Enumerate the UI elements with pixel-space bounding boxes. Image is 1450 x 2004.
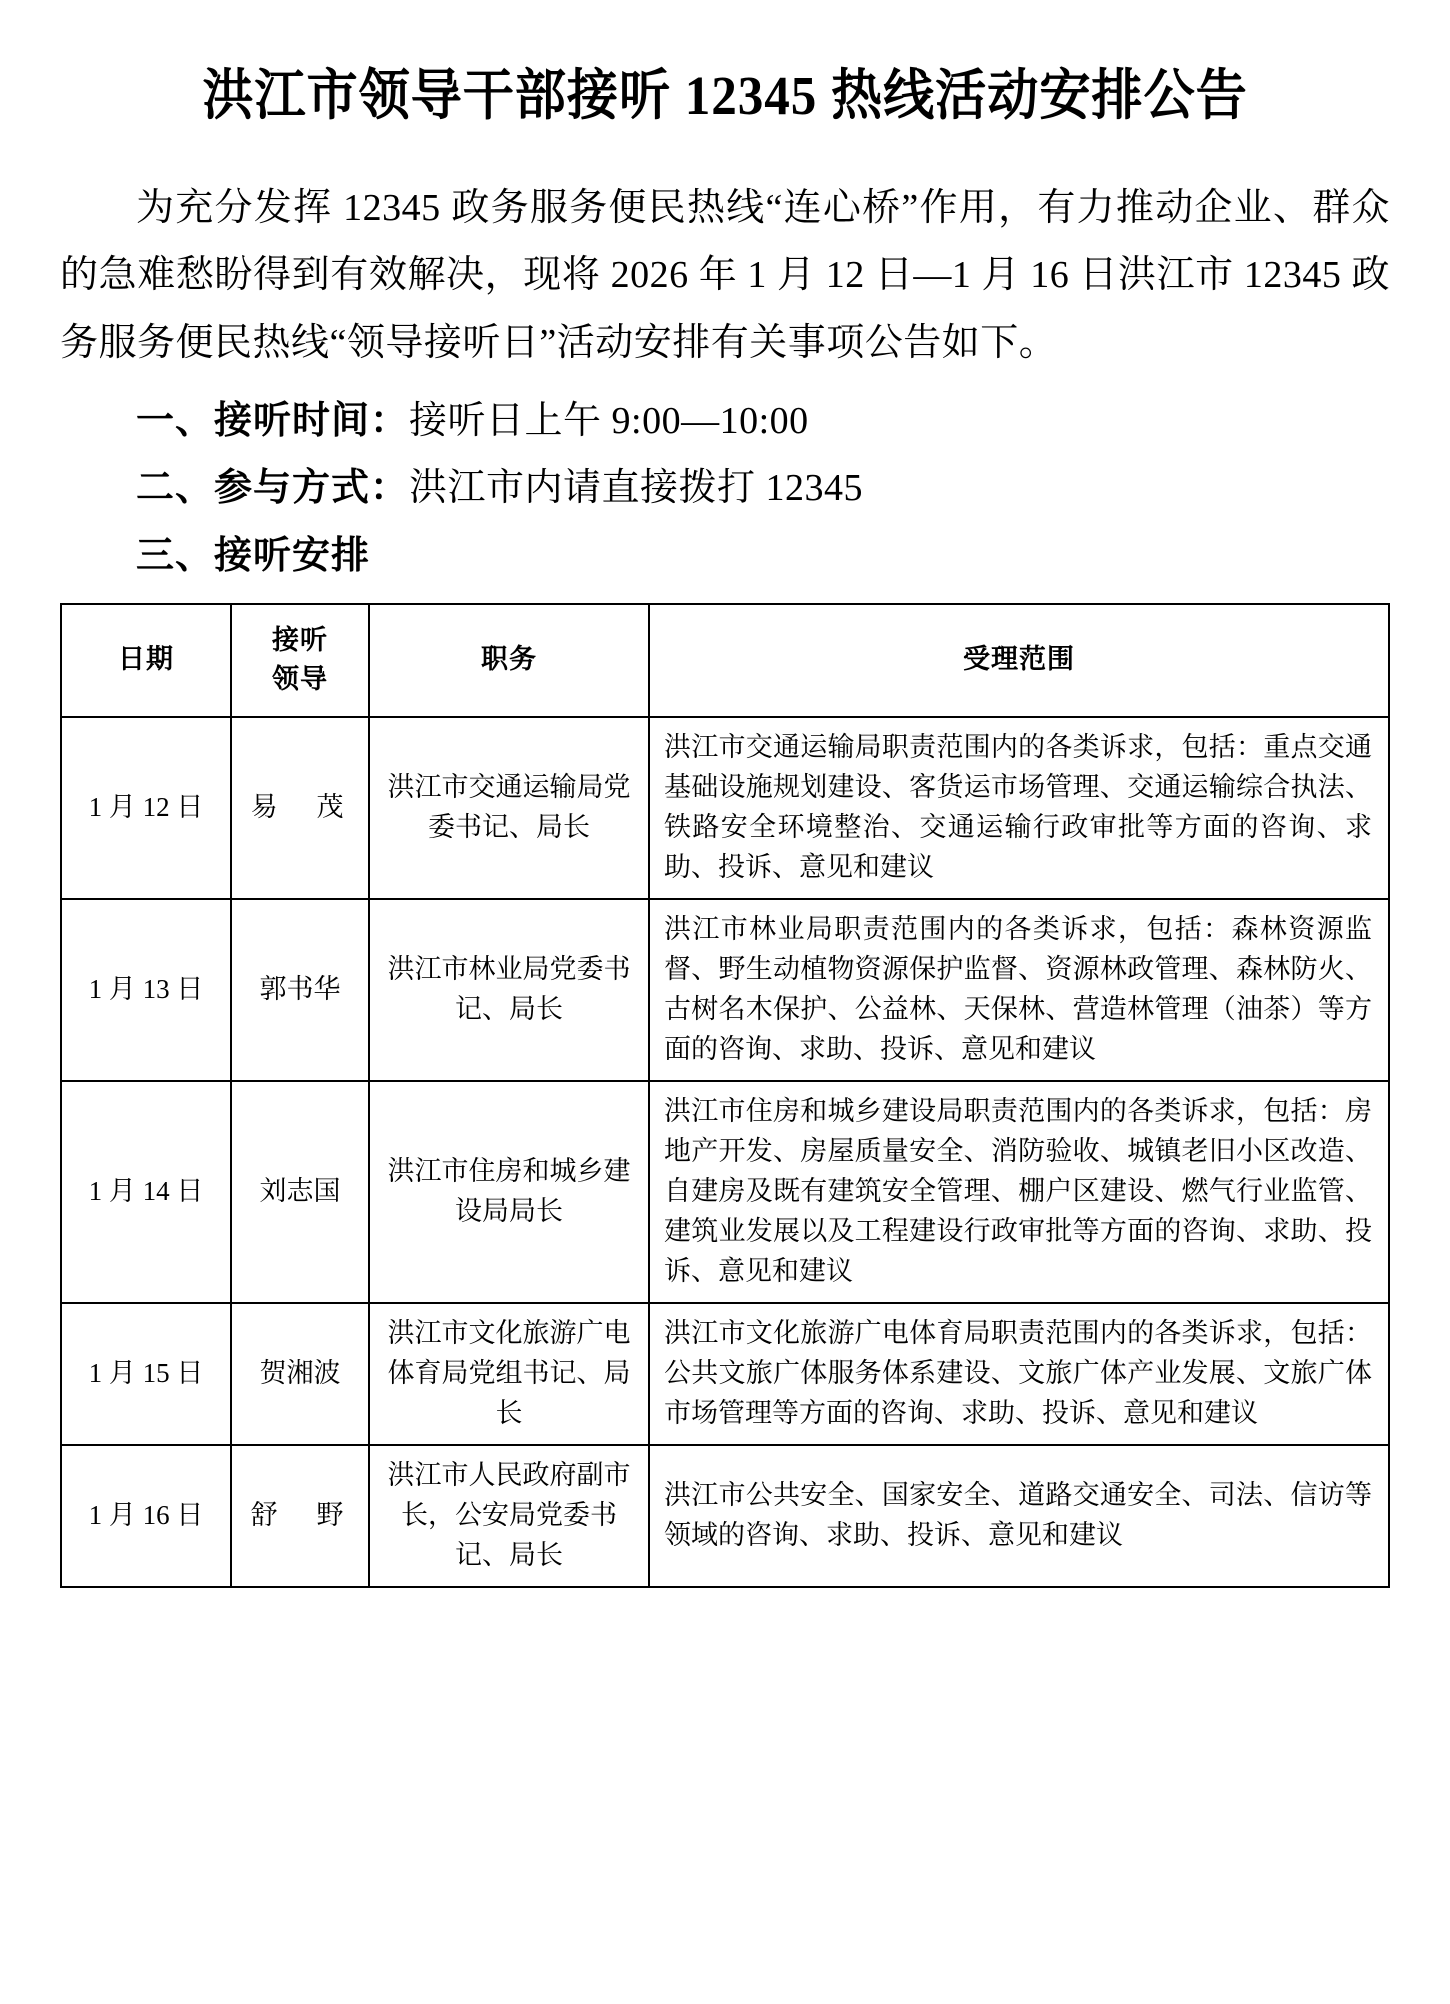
column-header-date: 日期 [61,604,231,718]
table-header [61,604,1389,718]
table-row [61,1445,1389,1587]
cell-position: 洪江市住房和城乡建设局局长 [369,1081,649,1303]
cell-date: 1 月 16 日 [61,1445,231,1587]
cell-leader: 贺湘波 [231,1303,369,1445]
cell-position: 洪江市文化旅游广电体育局党组书记、局长 [369,1303,649,1445]
cell-date: 1 月 12 日 [61,717,231,899]
cell-position: 洪江市人民政府副市长，公安局党委书记、局长 [369,1445,649,1587]
table-body [61,717,1389,1586]
section-2-label: 二、参与方式： [136,467,410,510]
column-header-leader-line2: 领导 [272,664,328,695]
cell-leader: 刘志国 [231,1081,369,1303]
cell-date: 1 月 15 日 [61,1303,231,1445]
column-header-position: 职务 [369,604,649,718]
table-row [61,1303,1389,1445]
section-1-label: 一、接听时间： [136,399,410,442]
cell-scope: 洪江市住房和城乡建设局职责范围内的各类诉求，包括：房地产开发、房屋质量安全、消防验收、城镇老旧小区改造、自建房及既有建筑安全管理、棚户区建设、燃气行业监管、建筑业发展以及工程建设行政审批等方面的咨询、求助、投诉、意见和建议 [649,1081,1389,1303]
schedule-table [60,603,1390,1588]
intro-paragraph: 为充分发挥 12345 政务服务便民热线“连心桥”作用，有力推动企业、群众的急难愁盼得到有效解决，现将 2026 年 1 月 12 日—1 月 16 日洪江市 12345 政务服务便民热线“领导接听日”活动安排有关事项公告如下。 [60,186,1390,364]
cell-date: 1 月 14 日 [61,1081,231,1303]
cell-leader: 郭书华 [231,899,369,1081]
cell-scope: 洪江市交通运输局职责范围内的各类诉求，包括：重点交通基础设施规划建设、客货运市场管理、交通运输综合执法、铁路安全环境整治、交通运输行政审批等方面的咨询、求助、投诉、意见和建议 [649,717,1389,899]
cell-position: 洪江市交通运输局党委书记、局长 [369,717,649,899]
cell-leader: 舒 野 [231,1445,369,1587]
cell-position: 洪江市林业局党委书记、局长 [369,899,649,1081]
cell-scope: 洪江市林业局职责范围内的各类诉求，包括：森林资源监督、野生动植物资源保护监督、资源林政管理、森林防火、古树名木保护、公益林、天保林、营造林管理（油茶）等方面的咨询、求助、投诉、意见和建议 [649,899,1389,1081]
table-row [61,717,1389,899]
cell-leader: 易 茂 [231,717,369,899]
section-participation [60,455,1390,523]
column-header-leader-line1: 接听 [272,624,328,655]
cell-scope: 洪江市公共安全、国家安全、道路交通安全、司法、信访等领域的咨询、求助、投诉、意见和建议 [649,1445,1389,1587]
section-2-value: 洪江市内请直接拨打 12345 [409,467,864,510]
cell-date: 1 月 13 日 [61,899,231,1081]
column-header-leader [231,604,369,718]
section-1-value: 接听日上午 9:00—10:00 [409,399,809,442]
table-row [61,899,1389,1081]
page-title: 洪江市领导干部接听 12345 热线活动安排公告 [202,65,1248,126]
table-header-row [61,604,1389,718]
cell-scope: 洪江市文化旅游广电体育局职责范围内的各类诉求，包括：公共文旅广体服务体系建设、文旅广体产业发展、文旅广体市场管理等方面的咨询、求助、投诉、意见和建议 [649,1303,1389,1445]
table-row [61,1081,1389,1303]
section-listening-time [60,388,1390,456]
section-schedule-heading: 三、接听安排 [136,534,371,577]
column-header-scope: 受理范围 [649,604,1389,718]
